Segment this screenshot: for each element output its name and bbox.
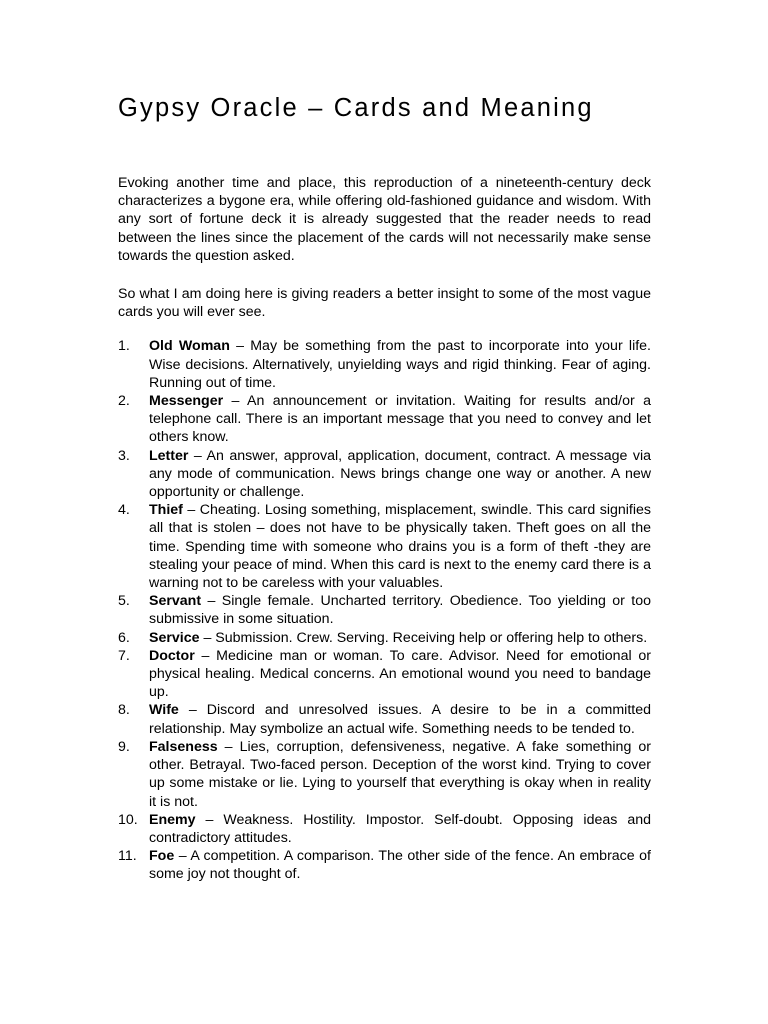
list-item bbox=[118, 847, 651, 883]
card-meaning: – Medicine man or woman. To care. Advisor. Need for emotional or physical healing. Medical concerns. An emotional wound you need to bandage up. bbox=[149, 647, 651, 701]
list-item bbox=[118, 811, 651, 847]
card-name: Wife bbox=[149, 702, 179, 719]
card-name: Foe bbox=[149, 848, 175, 865]
card-name: Servant bbox=[149, 593, 202, 610]
document-page bbox=[118, 90, 651, 884]
card-number: 7. bbox=[118, 647, 130, 664]
card-name: Letter bbox=[149, 447, 189, 464]
list-item bbox=[118, 738, 651, 811]
card-meaning: – Discord and unresolved issues. A desire to be in a committed relationship. May symbolize an actual wife. Something needs to be tended to. bbox=[149, 702, 651, 737]
card-meaning: – A competition. A comparison. The other side of the fence. An embrace of some joy not thought of. bbox=[149, 848, 651, 883]
card-number: 4. bbox=[118, 502, 130, 519]
list-item bbox=[118, 392, 651, 447]
card-meaning: – Single female. Uncharted territory. Obedience. Too yielding or too submissive in some situation. bbox=[149, 593, 651, 628]
card-number: 2. bbox=[118, 393, 130, 410]
intro-paragraph: Evoking another time and place, this reproduction of a nineteenth-century deck characterizes a bygone era, while offering old-fashioned guidance and wisdom. With any sort of fortune deck it is already suggested that the reader needs to read between the lines since the placement of the cards will not necessarily make sense towards the question asked. bbox=[118, 175, 651, 264]
list-item bbox=[118, 447, 651, 502]
card-meaning: – Cheating. Losing something, misplacement, swindle. This card signifies all that is stolen – does not have to be physically taken. Theft goes on all the time. Spending time with someone who drains you is a form of theft -they are stealing your peace of mind. When this card is next to the enemy card there is a warning not to be careless with your valuables. bbox=[149, 502, 651, 592]
card-name: Service bbox=[149, 629, 200, 646]
card-list bbox=[118, 337, 651, 883]
list-item bbox=[118, 337, 651, 392]
card-name: Thief bbox=[149, 502, 183, 519]
card-name: Falseness bbox=[149, 738, 218, 755]
card-name: Doctor bbox=[149, 647, 195, 664]
page-title: Gypsy Oracle – Cards and Meaning bbox=[118, 94, 594, 122]
card-number: 9. bbox=[118, 738, 130, 755]
list-item bbox=[118, 592, 651, 628]
card-name: Enemy bbox=[149, 811, 196, 828]
list-item bbox=[118, 647, 651, 702]
card-meaning: – May be something from the past to incorporate into your life. Wise decisions. Alternatively, unyielding ways and rigid thinking. Fear of aging. Running out of time. bbox=[149, 338, 651, 391]
card-number: 6. bbox=[118, 629, 130, 646]
list-item bbox=[118, 701, 651, 737]
list-item bbox=[118, 501, 651, 592]
card-number: 5. bbox=[118, 593, 130, 610]
card-meaning: – Lies, corruption, defensiveness, negative. A fake something or other. Betrayal. Two-faced person. Deception of the worst kind. Trying to cover up some mistake or lie. Lying to yourself that everything is okay when in reality it is not. bbox=[149, 738, 651, 810]
card-name: Old Woman bbox=[149, 338, 230, 355]
second-paragraph: So what I am doing here is giving readers a better insight to some of the most vague cards you will ever see. bbox=[118, 286, 651, 321]
card-number: 1. bbox=[118, 338, 130, 355]
list-item bbox=[118, 629, 651, 647]
card-meaning: – An announcement or invitation. Waiting for results and/or a telephone call. There is an important message that you need to convey and let others know. bbox=[149, 393, 651, 446]
card-number: 8. bbox=[118, 702, 130, 719]
card-meaning: – An answer, approval, application, document, contract. A message via any mode of communication. News brings change one way or another. A new opportunity or challenge. bbox=[149, 447, 651, 501]
card-name: Messenger bbox=[149, 393, 224, 410]
card-number: 11. bbox=[118, 848, 137, 865]
card-meaning: – Submission. Crew. Serving. Receiving help or offering help to others. bbox=[199, 629, 648, 646]
card-number: 3. bbox=[118, 447, 130, 464]
card-meaning: – Weakness. Hostility. Impostor. Self-doubt. Opposing ideas and contradictory attitudes. bbox=[149, 811, 651, 846]
card-number: 10. bbox=[118, 811, 138, 828]
